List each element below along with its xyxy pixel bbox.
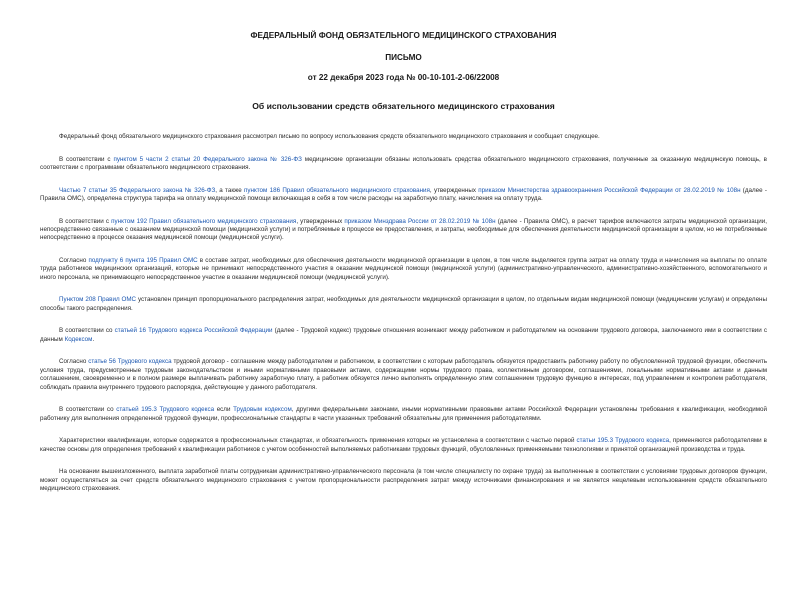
- legal-reference-link[interactable]: Пунктом 208 Правил ОМС: [59, 296, 137, 304]
- document-body: [40, 133, 767, 493]
- legal-reference-link[interactable]: пунктом 186 Правил обязательного медицинского страхования: [244, 186, 430, 194]
- document-page: [0, 31, 807, 602]
- legal-reference-link[interactable]: приказом Минздрава России от 28.02.2019 № 108н: [344, 217, 496, 225]
- paragraph-text: (далее - Трудовой кодекс) трудовые отношения возникают между работником и работодателем на основании трудового договора, заключаемого ими в соответствии с данным: [40, 327, 767, 343]
- paragraph-text: , утвержденных: [296, 217, 345, 225]
- paragraph-text: В соответствии с: [59, 217, 112, 225]
- paragraph-text: Согласно: [59, 358, 89, 366]
- paragraph-text: (далее - Правила ОМС), в расчет тарифов включаются затраты медицинской организации, непосредственно связанные с оказанием медицинской помощи (медицинской услуги) и потребляемые в процессе ее предоставления, и затраты, необходимые для обеспечения деятельности медицинской организации в целом, но не потребляемые непосредственно в процессе оказания медицинской помощи (медицинской услуги).: [40, 217, 767, 242]
- body-paragraph: [40, 437, 767, 454]
- legal-reference-link[interactable]: пунктом 5 части 2 статьи 20 Федерального закона № 326-ФЗ: [113, 155, 302, 163]
- legal-reference-link[interactable]: Частью 7 статьи 35 Федерального закона № 326-ФЗ: [59, 186, 216, 194]
- body-paragraph: [40, 187, 767, 204]
- document-subject: Об использовании средств обязательного медицинского страхования: [252, 101, 555, 111]
- paragraph-text: в составе затрат, необходимых для обеспечения деятельности медицинской организации в целом, в том числе выделяется группа затрат на оплату труда и начисления на выплаты по оплате труда работников медицинских организаций, которые не принимают непосредственного участия в оказании медицинской помощи (медицинской услуги) (административно-управленческого, административно-хозяйственного, вспомогательного и иного персонала, не принимающего непосредственное участие в оказании медицинской помощи (медицинской услуги).: [40, 257, 768, 281]
- body-paragraph: [40, 218, 767, 243]
- legal-reference-link[interactable]: статьей 16 Трудового кодекса Российской Федерации: [114, 327, 273, 335]
- body-paragraph: [40, 296, 767, 313]
- legal-reference-link[interactable]: статьи 195.3 Трудового кодекса: [576, 437, 670, 445]
- paragraph-text: (далее - Правила ОМС), определена структура тарифа на оплату медицинской помощи включающая в себя в том числе расходы на заработную плату, начисления на оплату труда.: [40, 186, 767, 202]
- paragraph-text: Федеральный фонд обязательного медицинского страхования рассмотрел письмо по вопросу использования средств обязательного медицинского страхования и сообщает следующее.: [59, 133, 600, 140]
- paragraph-text: В соответствии со: [59, 406, 117, 414]
- legal-reference-link[interactable]: подпункту 6 пункта 195 Правил ОМС: [88, 257, 198, 264]
- organization-heading: ФЕДЕРАЛЬНЫЙ ФОНД ОБЯЗАТЕЛЬНОГО МЕДИЦИНСКОГО СТРАХОВАНИЯ: [250, 31, 557, 40]
- paragraph-text: медицинские организации обязаны использовать средства обязательного медицинского страхования, полученные за оказанную медицинскую помощь, в соответствии с программами обязательного медицинского страхования.: [40, 155, 768, 171]
- document-date-number: от 22 декабря 2023 года № 00-10-101-2-06/22008: [307, 73, 500, 82]
- paragraph-text: Согласно: [59, 257, 89, 264]
- legal-reference-link[interactable]: приказом Министерства здравоохранения Российской Федерации от 28.02.2019 № 108н: [478, 186, 741, 194]
- legal-reference-link[interactable]: пунктом 192 Правил обязательного медицинского страхования: [111, 217, 297, 225]
- paragraph-text: , применяются работодателями в качестве основы для определения требований к квалификации работников с учетом особенностей выполняемых работниками трудовых функций, обусловленных применяемыми технологиями и принятой организацией производства и труда.: [40, 437, 767, 453]
- body-paragraph: [40, 358, 767, 392]
- legal-reference-link[interactable]: Трудовым кодексом: [233, 406, 292, 414]
- paragraph-text: , другими федеральными законами, иными нормативными правовыми актами Российской Федерации установлены требования к квалификации, необходимой работнику для выполнения определенной трудовой функции, профессиональные стандарты в части указанных требований обязательны для применения работодателями.: [40, 406, 767, 422]
- document-type-heading: ПИСЬМО: [385, 53, 422, 62]
- paragraph-text: .: [92, 335, 95, 343]
- body-paragraph: [40, 133, 767, 141]
- paragraph-text: , а также: [215, 186, 244, 194]
- paragraph-text: На основании вышеизложенного, выплата заработной платы сотрудникам административно-управленческого персонала (в том числе специалисту по охране труда) за выполненные в соответствии с условиями трудовых договоров функции, может осуществляться за счет средств обязательного медицинского страхования с учетом пропорциональности распределения затрат между источниками финансирования и не является нецелевым использованием средств обязательного медицинского страхования.: [40, 468, 767, 493]
- legal-reference-link[interactable]: Кодексом: [64, 335, 93, 343]
- paragraph-text: В соответствии со: [59, 327, 115, 335]
- paragraph-text: установлен принцип пропорционального распределения затрат, необходимых для деятельности медицинской организации в целом, по отдельным видам медицинской помощи (медицинским услугам) и определены способы такого распределения.: [40, 296, 767, 312]
- paragraph-text: Характеристики квалификации, которые содержатся в профессиональных стандартах, и обязательность применения которых не установлена в соответствии с частью первой: [59, 437, 577, 445]
- body-paragraph: [40, 468, 767, 493]
- body-paragraph: [40, 406, 767, 423]
- paragraph-text: трудовой договор - соглашение между работодателем и работником, в соответствии с которым работодатель обязуется предоставить работнику работу по обусловленной трудовой функции, обеспечить условия труда, предусмотренные трудовым законодательством и иными нормативными правовыми актами, содержащими нормы трудового права, коллективным договором, соглашениями, локальными нормативными актами и данным соглашением, своевременно и в полном размере выплачивать работнику заработную плату, а работник обязуется лично выполнять определенную этим соглашением трудовую функцию в интересах, под управлением и контролем работодателя, соблюдать правила внутреннего трудового распорядка, действующие у данного работодателя.: [40, 358, 767, 391]
- body-paragraph: [40, 156, 767, 173]
- legal-reference-link[interactable]: статье 56 Трудового кодекса: [88, 358, 172, 366]
- paragraph-text: В соответствии с: [59, 155, 114, 163]
- legal-reference-link[interactable]: статьей 195.3 Трудового кодекса: [116, 406, 215, 414]
- paragraph-text: если: [214, 406, 234, 414]
- body-paragraph: [40, 257, 767, 282]
- paragraph-text: , утвержденных: [429, 186, 479, 194]
- body-paragraph: [40, 327, 767, 344]
